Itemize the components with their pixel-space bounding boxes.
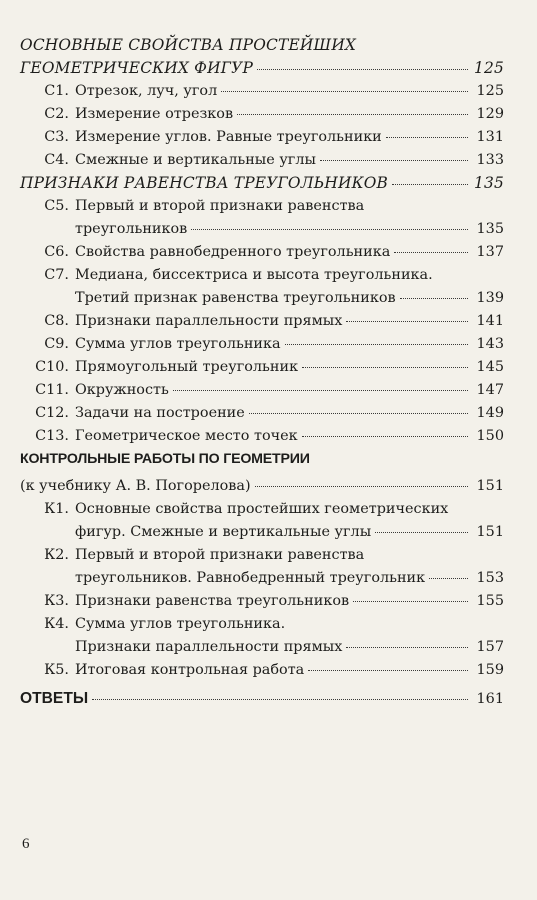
toc-item-k3 xyxy=(20,590,504,613)
page-number: 6 xyxy=(22,836,30,852)
dot-leader xyxy=(346,321,468,322)
item-title: Итоговая контрольная работа xyxy=(75,662,305,678)
section-title-line: ГЕОМЕТРИЧЕСКИХ ФИГУР xyxy=(20,59,254,77)
toc-section-answers xyxy=(20,687,504,710)
item-title: Сумма углов треугольника. xyxy=(75,616,286,632)
toc-item-c1 xyxy=(20,80,504,103)
dot-leader xyxy=(173,390,468,391)
dot-leader xyxy=(191,229,468,230)
item-code: С2. xyxy=(44,106,69,122)
page-ref: 125 xyxy=(474,59,504,77)
toc-item-c5 xyxy=(20,195,504,241)
section-title-line: ОСНОВНЫЕ СВОЙСТВА ПРОСТЕЙШИХ xyxy=(20,36,357,54)
item-code: К4. xyxy=(44,616,69,632)
dot-leader xyxy=(308,670,468,671)
item-title: треугольников xyxy=(75,221,188,237)
item-title: Медиана, биссектриса и высота треугольника. xyxy=(75,267,433,283)
dot-leader xyxy=(394,252,468,253)
page-ref: 155 xyxy=(476,593,504,609)
item-title: Смежные и вертикальные углы xyxy=(75,152,316,168)
page-ref: 151 xyxy=(476,524,504,540)
toc-section-tests xyxy=(20,448,504,498)
toc-item-c13 xyxy=(20,425,504,448)
page-ref: 151 xyxy=(476,478,504,494)
item-title: Признаки параллельности прямых xyxy=(75,313,343,329)
page-ref: 161 xyxy=(476,691,504,707)
dot-leader xyxy=(353,601,468,602)
toc-item-c12 xyxy=(20,402,504,425)
toc-item-k1 xyxy=(20,498,504,544)
item-code: К5. xyxy=(44,662,69,678)
section-title-line: ОТВЕТЫ xyxy=(20,690,89,707)
item-title: Окружность xyxy=(75,382,169,398)
toc-item-k2 xyxy=(20,544,504,590)
item-title: Сумма углов треугольника xyxy=(75,336,281,352)
page-ref: 135 xyxy=(474,174,504,192)
page-ref: 157 xyxy=(476,639,504,655)
page-ref: 159 xyxy=(476,662,504,678)
item-code: С6. xyxy=(44,244,69,260)
page-ref: 141 xyxy=(476,313,504,329)
section-title-line: КОНТРОЛЬНЫЕ РАБОТЫ ПО ГЕОМЕТРИИ xyxy=(20,451,310,467)
item-code: С3. xyxy=(44,129,69,145)
section-subtitle: (к учебнику А. В. Погорелова) xyxy=(20,478,251,494)
item-code: К1. xyxy=(44,501,69,517)
page-ref: 149 xyxy=(476,405,504,421)
item-code: С5. xyxy=(44,198,69,214)
page-ref: 153 xyxy=(476,570,504,586)
item-title: Прямоугольный треугольник xyxy=(75,359,299,375)
toc-item-c6 xyxy=(20,241,504,264)
item-title: Измерение углов. Равные треугольники xyxy=(75,129,382,145)
item-code: С8. xyxy=(44,313,69,329)
toc-item-c8 xyxy=(20,310,504,333)
item-title: треугольников. Равнобедренный треугольник xyxy=(75,570,426,586)
item-code: С7. xyxy=(44,267,69,283)
toc-item-c9 xyxy=(20,333,504,356)
item-title: Признаки равенства треугольников xyxy=(75,593,350,609)
page-ref: 143 xyxy=(476,336,504,352)
dot-leader xyxy=(375,532,468,533)
item-code: С10. xyxy=(35,359,69,375)
dot-leader xyxy=(386,137,468,138)
toc-item-c7 xyxy=(20,264,504,310)
page-ref: 147 xyxy=(476,382,504,398)
toc-item-k5 xyxy=(20,659,504,682)
dot-leader xyxy=(302,367,468,368)
item-code: С4. xyxy=(44,152,69,168)
section-title-line: ПРИЗНАКИ РАВЕНСТВА ТРЕУГОЛЬНИКОВ xyxy=(20,174,389,192)
item-code: С13. xyxy=(35,428,69,444)
page-ref: 129 xyxy=(476,106,504,122)
dot-leader xyxy=(257,69,468,70)
item-code: С1. xyxy=(44,83,69,99)
dot-leader xyxy=(249,413,468,414)
toc-section-basic-properties xyxy=(20,34,504,80)
item-title: Первый и второй признаки равенства xyxy=(75,198,365,214)
dot-leader xyxy=(302,436,468,437)
toc-item-c10 xyxy=(20,356,504,379)
page-ref: 125 xyxy=(476,83,504,99)
item-title: Геометрическое место точек xyxy=(75,428,298,444)
toc-section-triangle-equality xyxy=(20,172,504,195)
page-ref: 133 xyxy=(476,152,504,168)
dot-leader xyxy=(400,298,468,299)
item-title: Задачи на построение xyxy=(75,405,245,421)
item-title: Основные свойства простейших геометрических xyxy=(75,501,449,517)
dot-leader xyxy=(346,647,468,648)
page-ref: 131 xyxy=(476,129,504,145)
toc-item-c4 xyxy=(20,149,504,172)
dot-leader xyxy=(255,486,468,487)
page-ref: 137 xyxy=(476,244,504,260)
dot-leader xyxy=(320,160,468,161)
item-title: Отрезок, луч, угол xyxy=(75,83,218,99)
item-code: К3. xyxy=(44,593,69,609)
item-title: Измерение отрезков xyxy=(75,106,234,122)
page-ref: 139 xyxy=(476,290,504,306)
item-title: фигур. Смежные и вертикальные углы xyxy=(75,524,372,540)
toc-item-c3 xyxy=(20,126,504,149)
page-ref: 145 xyxy=(476,359,504,375)
dot-leader xyxy=(237,114,468,115)
item-title: Признаки параллельности прямых xyxy=(75,639,343,655)
dot-leader xyxy=(392,184,468,185)
item-title: Первый и второй признаки равенства xyxy=(75,547,365,563)
item-code: С11. xyxy=(35,382,69,398)
item-title: Свойства равнобедренного треугольника xyxy=(75,244,391,260)
dot-leader xyxy=(285,344,468,345)
item-code: К2. xyxy=(44,547,69,563)
dot-leader xyxy=(429,578,468,579)
item-title: Третий признак равенства треугольников xyxy=(75,290,396,306)
table-of-contents xyxy=(20,34,504,710)
item-code: С12. xyxy=(35,405,69,421)
dot-leader xyxy=(221,91,468,92)
dot-leader xyxy=(92,699,468,700)
toc-item-c2 xyxy=(20,103,504,126)
toc-item-k4 xyxy=(20,613,504,659)
page-ref: 150 xyxy=(476,428,504,444)
toc-item-c11 xyxy=(20,379,504,402)
item-code: С9. xyxy=(44,336,69,352)
page-ref: 135 xyxy=(476,221,504,237)
